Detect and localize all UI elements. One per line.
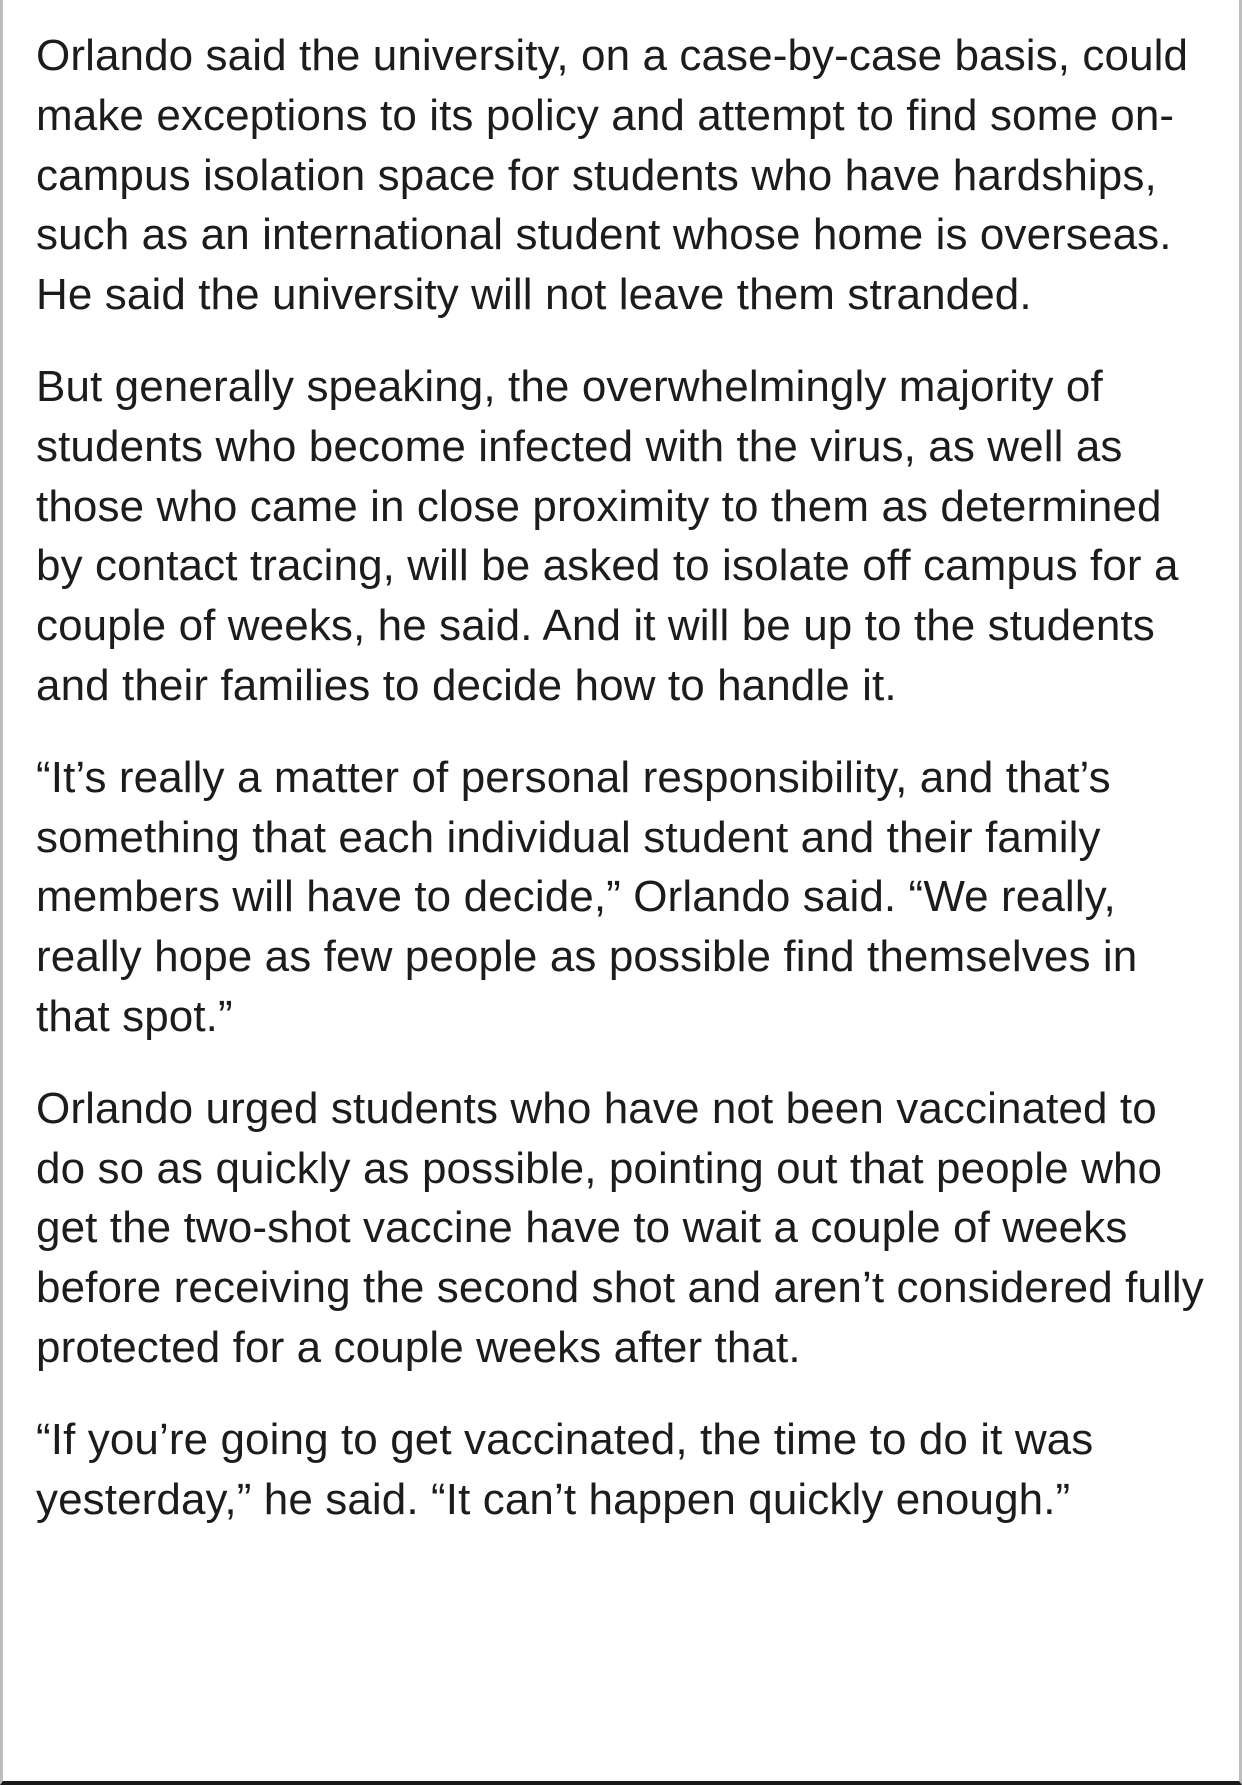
paragraph-4: Orlando urged students who have not been vaccinated to do so as quickly as possible, pointing out that people who get the two-shot vaccine have to wait a couple of weeks before receiving the second shot and aren’t considered fully protected for a couple weeks after that.	[36, 1083, 1204, 1372]
paragraph-5: “If you’re going to get vaccinated, the time to do it was yesterday,” he said. “It can’t happen quickly enough.”	[36, 1414, 1094, 1524]
paragraph-2: But generally speaking, the overwhelmingly majority of students who become infected with the virus, as well as those who came in close proximity to them as determined by contact tracing, will be asked to isolate off campus for a couple of weeks, he said. And it will be up to the students and their families to decide how to handle it.	[36, 361, 1179, 710]
article-body	[36, 26, 1216, 1561]
paragraph-3: “It’s really a matter of personal responsibility, and that’s something that each individual student and their family members will have to decide,” Orlando said. “We really, really hope as few people as possible find themselves in that spot.”	[36, 752, 1138, 1041]
paragraph-1: Orlando said the university, on a case-by-case basis, could make exceptions to its policy and attempt to find some on-campus isolation space for students who have hardships, such as an international student whose home is overseas. He said the university will not leave them stranded.	[36, 31, 1189, 320]
